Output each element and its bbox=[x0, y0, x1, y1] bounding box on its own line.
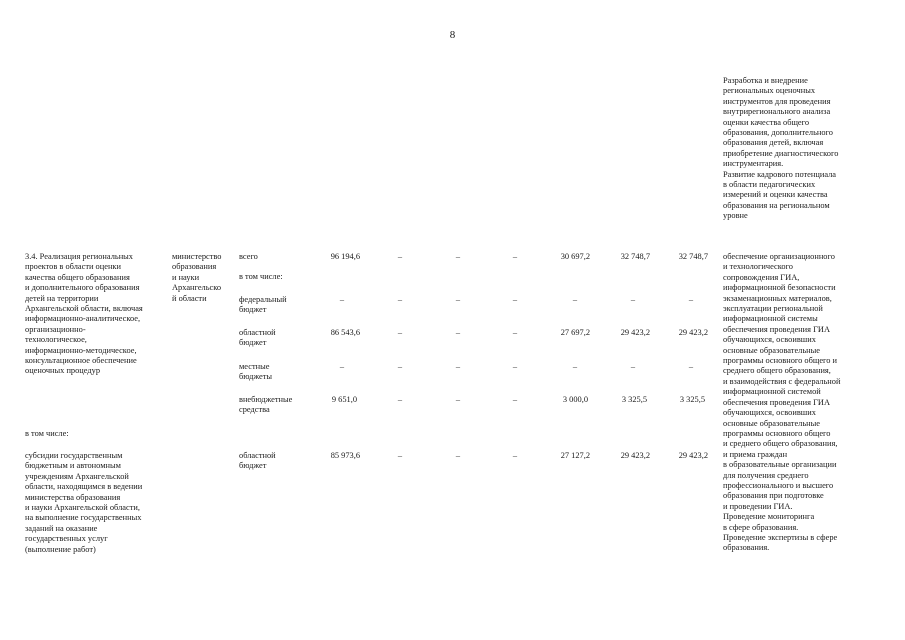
extrabudget-value: – bbox=[455, 395, 461, 404]
subsidy-value: – bbox=[512, 451, 518, 460]
extrabudget-value: – bbox=[512, 395, 518, 404]
subsidy-value: – bbox=[455, 451, 461, 460]
regional-value: – bbox=[455, 328, 461, 337]
federal-value: – bbox=[339, 295, 345, 304]
regional-value: 29 423,2 bbox=[678, 328, 708, 337]
subsidy-value: 85 973,6 bbox=[330, 451, 360, 460]
regional-value: 29 423,2 bbox=[620, 328, 650, 337]
local-value: – bbox=[512, 362, 518, 371]
regional-value: – bbox=[397, 328, 403, 337]
subsidy-value: 29 423,2 bbox=[620, 451, 650, 460]
federal-value: – bbox=[397, 295, 403, 304]
local-value: – bbox=[397, 362, 403, 371]
regional-value: 27 697,2 bbox=[560, 328, 590, 337]
regional-value: – bbox=[512, 328, 518, 337]
result-text: обеспечение организационного и технологического сопровождения ГИА, информационной безопасности экзаменационных материалов, эксплуатации региональной информационной системы обеспечения проведения ГИА обучающихся, освоивших основные образовательные программы основного общего и среднего общего образования, и взаимодействия с федеральной информационной системой обеспечения проведения ГИА обучающихся, освоивших основные образовательные программы основного общего и среднего общего образования, и приема граждан в образовательные организации для получения среднего профессионального и высшего образования при подготовке и проведении ГИА. Проведение мониторинга в сфере образования. Проведение экспертизы в сфере образования. bbox=[723, 252, 841, 553]
total-value: – bbox=[455, 252, 461, 261]
subsidy-source: областной бюджет bbox=[239, 451, 276, 471]
subsidy-value: 29 423,2 bbox=[678, 451, 708, 460]
local-value: – bbox=[455, 362, 461, 371]
including-label: в том числе: bbox=[25, 429, 69, 438]
federal-value: – bbox=[630, 295, 636, 304]
federal-value: – bbox=[455, 295, 461, 304]
total-value: 32 748,7 bbox=[620, 252, 650, 261]
activity-name: 3.4. Реализация региональных проектов в области оценки качества общего образования и дополнительного образования детей на территории Архангельской области, включая информационно-аналитическое, организационно- технологическое, информационно-методическое, консультационное обеспечение оценочных процедур bbox=[25, 252, 143, 376]
source-local: местные бюджеты bbox=[239, 362, 273, 382]
federal-value: – bbox=[688, 295, 694, 304]
local-value: – bbox=[630, 362, 636, 371]
extrabudget-value: 9 651,0 bbox=[331, 395, 357, 404]
top-result-text: Разработка и внедрение региональных оценочных инструментов для проведения внутрирегионального анализа оценки качества общего образования, дополнительного образования детей, включая приобретение диагностического инструментария. Развитие кадрового потенциала в области педагогических измерений и оценки качества образования на региональном уровне bbox=[723, 76, 839, 221]
executor: министерство образования и науки Архангельско й области bbox=[172, 252, 222, 303]
local-value: – bbox=[339, 362, 345, 371]
extrabudget-value: 3 325,5 bbox=[621, 395, 647, 404]
source-extrabudget: внебюджетные средства bbox=[239, 395, 293, 415]
total-value: – bbox=[512, 252, 518, 261]
regional-value: 86 543,6 bbox=[330, 328, 360, 337]
source-including: в том числе: bbox=[239, 272, 283, 281]
extrabudget-value: – bbox=[397, 395, 403, 404]
federal-value: – bbox=[572, 295, 578, 304]
source-federal: федеральный бюджет bbox=[239, 295, 287, 315]
extrabudget-value: 3 000,0 bbox=[562, 395, 588, 404]
source-regional: областной бюджет bbox=[239, 328, 276, 348]
subsidy-value: – bbox=[397, 451, 403, 460]
total-value: 32 748,7 bbox=[678, 252, 708, 261]
total-value: – bbox=[397, 252, 403, 261]
total-value: 30 697,2 bbox=[560, 252, 590, 261]
local-value: – bbox=[688, 362, 694, 371]
subsidy-name: субсидии государственным бюджетным и автономным учреждениям Архангельской области, находящимся в ведении министерства образования и науки Архангельской области, на выполнение государственных заданий на оказание государственных услуг (выполнение работ) bbox=[25, 451, 143, 554]
page-number: 8 bbox=[449, 29, 456, 41]
federal-value: – bbox=[512, 295, 518, 304]
local-value: – bbox=[572, 362, 578, 371]
total-value: 96 194,6 bbox=[330, 252, 360, 261]
extrabudget-value: 3 325,5 bbox=[679, 395, 705, 404]
subsidy-value: 27 127,2 bbox=[560, 451, 590, 460]
source-total: всего bbox=[239, 252, 258, 261]
